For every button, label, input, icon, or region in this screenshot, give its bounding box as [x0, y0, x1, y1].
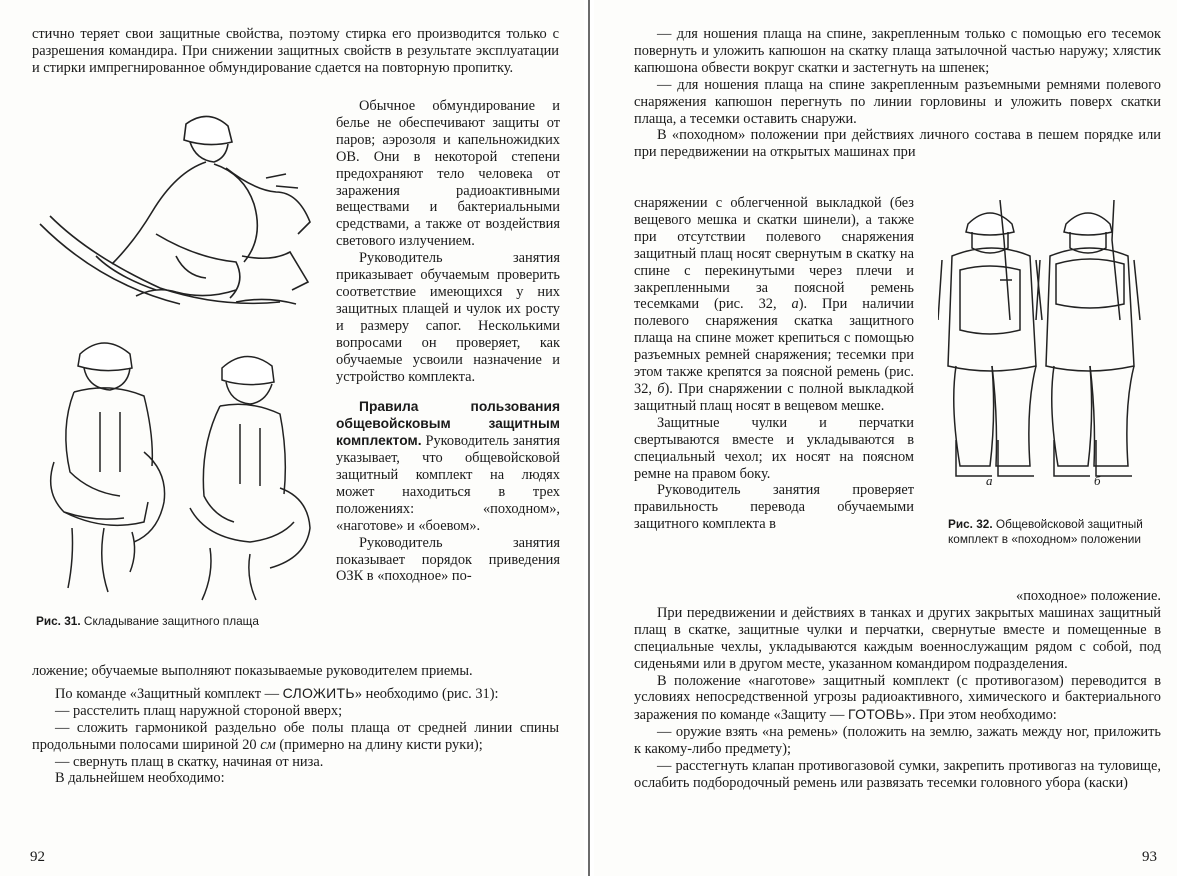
- march-position-text: снаряжении с облегченной выкладкой (без вещевого мешка и скатки шинели), а также при отсутствии полевого снаряжения защитный плащ носят свернутым в скатку на спине с перекинутыми через плечи и закрепленными за поясной ремень тесемками (рис. 32,: [634, 195, 914, 313]
- right-bottom-text: [634, 588, 1161, 792]
- march-position-text-end: ). При снаряжении с полной выкладкой защитный плащ носят в вещевом мешке.: [634, 380, 914, 414]
- verify-continuation: «походное» положение.: [1016, 588, 1161, 604]
- right-page: [594, 0, 1177, 876]
- fig31-caption-text: Складывание защитного плаща: [83, 614, 259, 628]
- fig-ref-a: а: [791, 296, 799, 313]
- fig31-crouching-soldier-side-illustration: [180, 348, 320, 606]
- fold-step-1: — расстелить плащ наружной стороной вверх;: [55, 702, 343, 719]
- left-intro-paragraph: [32, 26, 559, 77]
- fig32-label-b: б: [1094, 473, 1101, 488]
- march-position-text-mid: ). При наличии полевого снаряжения скатка защитного плаща на спине может крепиться с помощью разъемных ремней снаряжения; тесемки при этом также крепятся за поясной ремень (рис. 32,: [634, 296, 914, 397]
- rules-text: Руководитель занятия указывает, что общевойсковой защитный комплект на людях может находиться в трех положениях: «походном», «наготове» и «боевом».: [336, 433, 560, 534]
- left-page-number: 92: [30, 849, 45, 865]
- left-narrow-column: [336, 98, 560, 585]
- hood-straps-paragraph: — для ношения плаща на спине закрепленным разъемными ремнями полевого снаряжения капюшон перегнуть по линии горловины и уложить поверх скатки плаща, а тесемки оставить снаружи.: [634, 76, 1161, 127]
- fold-command-word: СЛОЖИТЬ: [282, 684, 355, 701]
- rules-paragraph: [336, 399, 560, 534]
- tanks-paragraph: При передвижении и действиях в танках и других закрытых машинах защитный плащ в скатке, защитные чулки и перчатки, свернутые вместе и помещенные в специальные чехлы, укладываются каждым военнослужащим рядом с собой, под сиденьями или в другом месте, указанном командиром подразделения.: [634, 604, 1161, 672]
- fig32-soldiers-illustration: [938, 200, 1162, 490]
- fold-command-prefix: По команде «Защитный комплект —: [55, 685, 279, 702]
- fig31-crouching-soldier-front-illustration: [44, 332, 174, 604]
- fold-step-2-unit: см: [260, 736, 276, 753]
- fold-step-2: [32, 720, 559, 754]
- ready-position-paragraph: [634, 673, 1161, 725]
- right-top-text: [634, 26, 1161, 161]
- further-necessary-text: В дальнейшем необходимо:: [55, 770, 225, 787]
- march-position-paragraph: [634, 195, 914, 415]
- fig32-caption-label: Рис. 32.: [948, 517, 993, 531]
- fig31-caption-label: Рис. 31.: [36, 614, 81, 628]
- fold-step-3: — свернуть плащ в скатку, начиная от низа.: [55, 753, 324, 770]
- ready-position-suffix: ». При этом необходимо:: [904, 707, 1057, 724]
- ready-command-word: ГОТОВЬ: [847, 706, 905, 723]
- rules-heading: Правила пользования общевойсковым защитным комплектом.: [336, 399, 560, 449]
- gasmask-step: — расстегнуть клапан противогазовой сумки, закрепить противогаз на туловище, ослабить подбородочный ремень или развязать тесемки головного убора (каски): [634, 758, 1161, 791]
- intro-text: стично теряет свои защитные свойства, поэтому стирка его производится только с разрешения командира. При снижении защитных свойств в результате эксплуатации и стирки импрегнированное обмундирование сдается на повторную пропитку.: [32, 26, 559, 76]
- clothing-protection-paragraph: Обычное обмундирование и белье не обеспечивают защиты от паров; аэрозоля и капельножидких ОВ. Они в некоторой степени предохраняют тело человека от заражения радиоактивными веществами и бактериальными средствами, а также от воздействия светового излучением.: [336, 98, 560, 250]
- position-continuation-text: ложение; обучаемые выполняют показываемые руководителем приемы.: [32, 663, 473, 679]
- book-spine: [588, 0, 590, 876]
- fig31-kneeling-soldier-illustration: [36, 106, 324, 311]
- fig32-label-a: а: [986, 473, 993, 488]
- ready-position-text: В положение «наготове» защитный комплект (с противогазом) переводится в условиях непосредственной угрозы радиоактивного, химического и бактериального заражения по команде «Защиту —: [634, 672, 1161, 724]
- weapon-step: — оружие взять «на ремень» (положить на землю, зажать между ног, приложить к какому-либо предмету);: [634, 724, 1161, 758]
- fold-command-paragraph: [32, 685, 559, 703]
- fold-command-suffix: » необходимо (рис. 31):: [354, 685, 499, 702]
- march-position-intro: В «походном» положении при действиях личного состава в пешем порядке или при передвижении на открытых машинах при: [634, 127, 1161, 161]
- fold-step-2-text: — сложить гармоникой раздельно обе полы плаща от средней линии спины продольными полосами шириной 20: [32, 719, 559, 753]
- stockings-gloves-paragraph: Защитные чулки и перчатки свертываются вместе и укладываются в специальный чехол; их носят на поясном ремне на правом боку.: [634, 414, 914, 482]
- fig32-caption: [948, 517, 1156, 547]
- instructor-check-paragraph: Руководитель занятия приказывает обучаемым проверить соответствие имеющихся у них защитных плащей и чулок их росту и размеру сапог. Несколькими вопросами он проверяет, как обучаемые усвоили назначение и устройство комплекта.: [336, 250, 560, 385]
- fig-ref-b: б: [657, 380, 665, 397]
- right-narrow-column: [634, 195, 914, 533]
- hood-ties-paragraph: — для ношения плаща на спине, закрепленным только с помощью его тесемок повернуть и уложить капюшон на скатку плаща затылочной частью наружу; хлястик капюшона обвести вокруг скатки и застегнуть на шпенек;: [634, 26, 1161, 76]
- right-page-number: 93: [1142, 849, 1157, 865]
- left-bottom-text: [32, 663, 559, 787]
- transport-position-paragraph: Руководитель занятия показывает порядок приведения ОЗК в «походное» по-: [336, 534, 560, 585]
- left-page: [0, 0, 584, 876]
- fold-step-2-end: (примерно на длину кисти руки);: [279, 736, 483, 753]
- instructor-verify-paragraph: Руководитель занятия проверяет правильность перевода обучаемыми защитного комплекта в: [634, 482, 914, 533]
- fig32-caption-text: Общевойсковой защитный комплект в «походном» положении: [948, 517, 1143, 546]
- fig31-caption: [36, 614, 326, 629]
